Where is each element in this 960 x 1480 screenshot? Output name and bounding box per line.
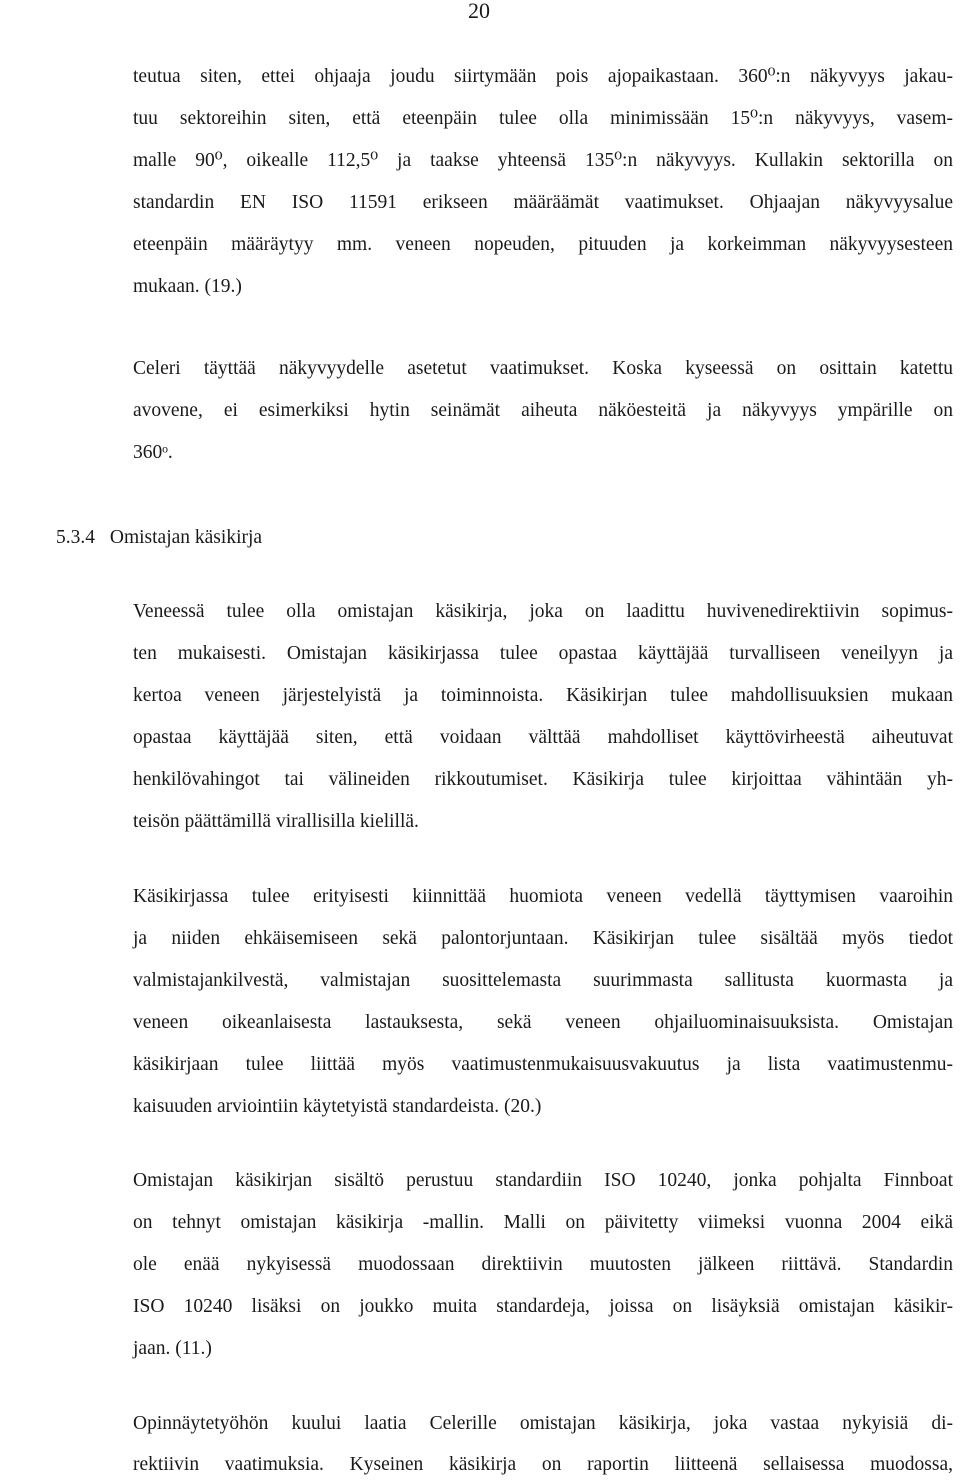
text-line: avovene, ei esimerkiksi hytin seinämät aiheuta näköesteitä ja näkyvyys ympärille on (133, 400, 953, 421)
text-line: kaisuuden arviointiin käytetyistä standardeista. (20.) (133, 1096, 542, 1117)
section-number: 5.3.4 (56, 527, 95, 548)
text-line: 360ᵒ. (133, 442, 173, 463)
text-line: rektiivin vaatimuksia. Kyseinen käsikirja on raportin liitteenä sellaisessa muodossa, (133, 1454, 953, 1475)
text-line: valmistajankilvestä, valmistajan suosittelemasta suurimmasta sallitusta kuormasta ja (133, 970, 953, 991)
text-line: ISO 10240 lisäksi on joukko muita standardeja, joissa on lisäyksiä omistajan käsikir- (133, 1296, 953, 1317)
text-line: standardin EN ISO 11591 erikseen määräämät vaatimukset. Ohjaajan näkyvyysalue (133, 192, 953, 213)
text-line: tuu sektoreihin siten, että eteenpäin tulee olla minimissään 15⁰:n näkyvyys, vasem- (133, 108, 953, 129)
text-line: käsikirjaan tulee liittää myös vaatimustenmukaisuusvakuutus ja lista vaatimustenmu- (133, 1054, 953, 1075)
section-title: Omistajan käsikirja (109, 527, 263, 548)
text-line: teisön päättämillä virallisilla kielillä. (133, 811, 419, 832)
text-line: mukaan. (19.) (133, 276, 242, 297)
text-line: opastaa käyttäjää siten, että voidaan välttää mahdolliset käyttövirheestä aiheutuvat (133, 727, 953, 748)
page-number: 20 (468, 0, 490, 23)
text-line: ten mukaisesti. Omistajan käsikirjassa tulee opastaa käyttäjää turvalliseen veneilyyn ja (133, 643, 953, 664)
text-line: Käsikirjassa tulee erityisesti kiinnittää huomiota veneen vedellä täyttymisen vaaroihin (133, 886, 953, 907)
text-line: ja niiden ehkäisemiseen sekä palontorjuntaan. Käsikirjan tulee sisältää myös tiedot (133, 928, 953, 949)
section-heading (56, 525, 262, 551)
text-line: teutua siten, ettei ohjaaja joudu siirtymään pois ajopaikastaan. 360⁰:n näkyvyys jakau- (133, 66, 953, 87)
text-line: veneen oikeanlaisesta lastauksesta, sekä veneen ohjailuominaisuuksista. Omistajan (133, 1012, 953, 1033)
text-line: eteenpäin määräytyy mm. veneen nopeuden, pituuden ja korkeimman näkyvyysesteen (133, 234, 953, 255)
text-line: Omistajan käsikirjan sisältö perustuu standardiin ISO 10240, jonka pohjalta Finnboat (133, 1170, 953, 1191)
text-line: kertoa veneen järjestelyistä ja toiminnoista. Käsikirjan tulee mahdollisuuksien mukaan (133, 685, 953, 706)
text-line: Veneessä tulee olla omistajan käsikirja, joka on laadittu huvivenedirektiivin sopimus- (133, 601, 953, 622)
text-line: henkilövahingot tai välineiden rikkoutumiset. Käsikirja tulee kirjoittaa vähintään yh- (133, 769, 953, 790)
text-line: Celeri täyttää näkyvyydelle asetetut vaatimukset. Koska kyseessä on osittain katettu (133, 358, 953, 379)
text-line: ole enää nykyisessä muodossaan direktiivin muutosten jälkeen riittävä. Standardin (133, 1254, 953, 1275)
text-line: Opinnäytetyöhön kuului laatia Celerille omistajan käsikirja, joka vastaa nykyisiä di- (133, 1413, 953, 1434)
text-line: jaan. (11.) (133, 1338, 212, 1359)
text-line: malle 90⁰, oikealle 112,5⁰ ja taakse yhteensä 135⁰:n näkyvyys. Kullakin sektorilla on (133, 150, 953, 171)
text-line: on tehnyt omistajan käsikirja -mallin. Malli on päivitetty viimeksi vuonna 2004 eikä (133, 1212, 953, 1233)
